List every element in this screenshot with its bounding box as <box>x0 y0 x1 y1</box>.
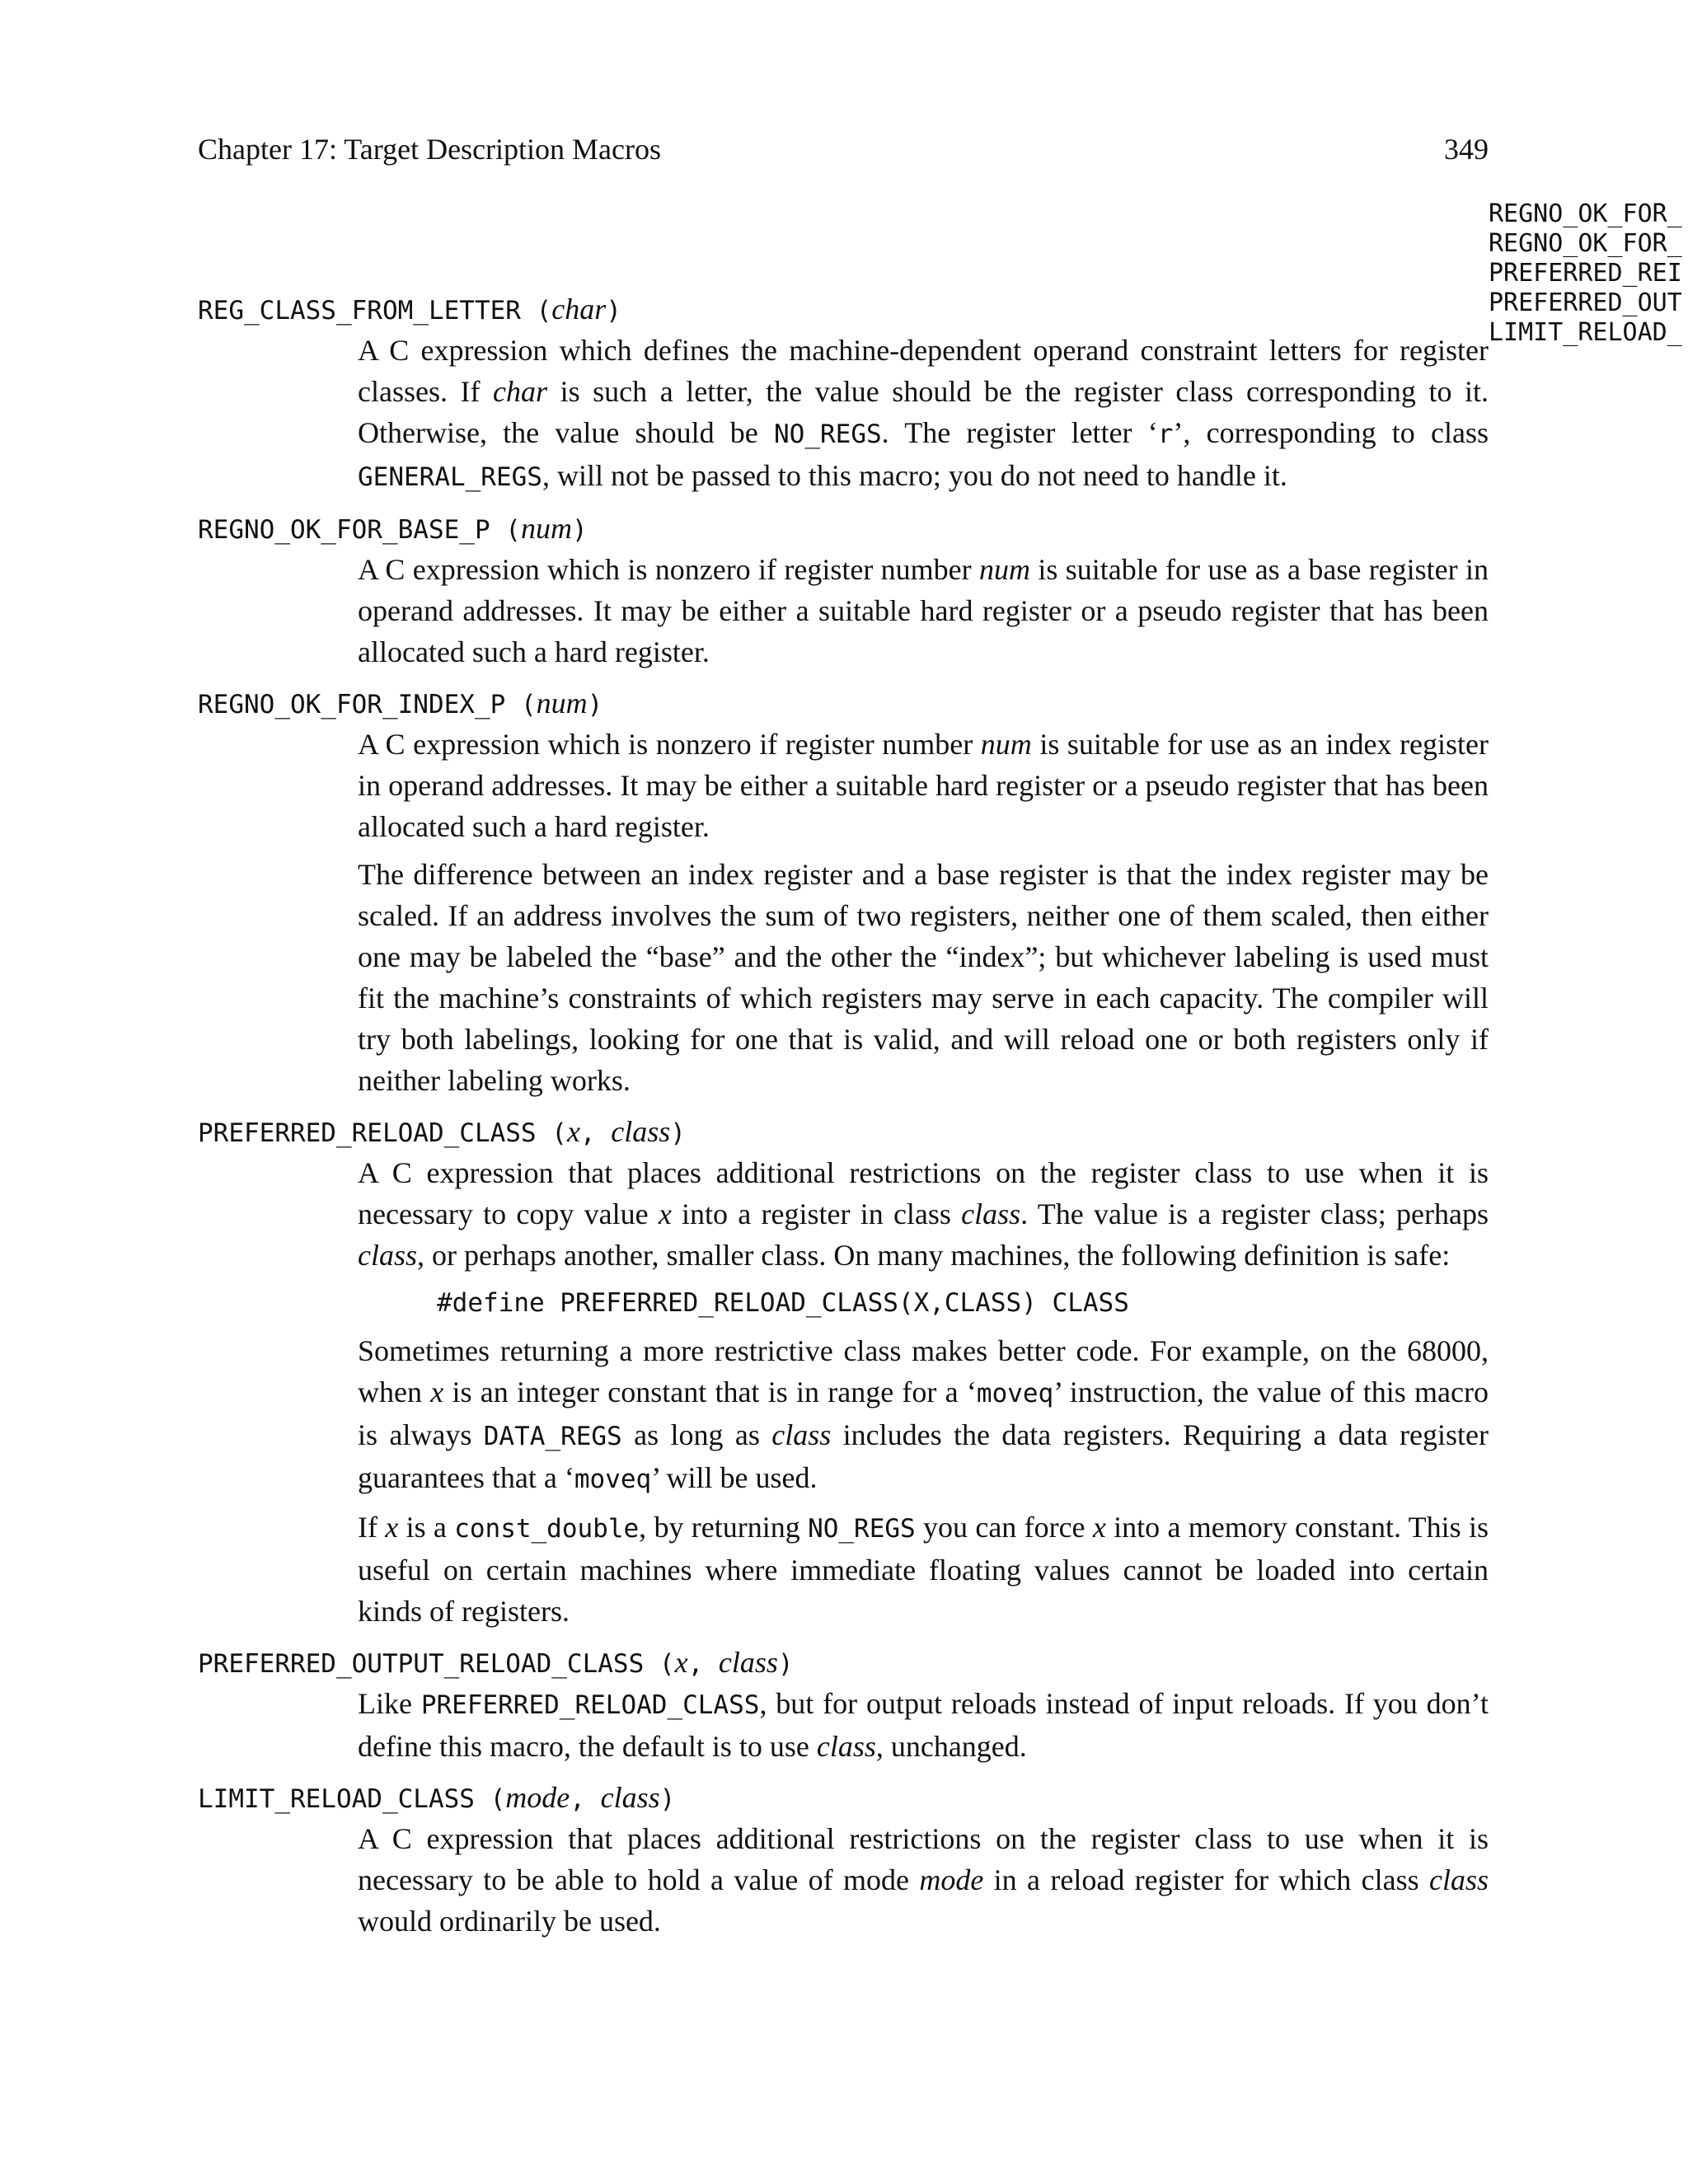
macro-name: PREFERRED_OUTPUT_RELOAD_CLASS <box>198 1649 645 1679</box>
macro-entry-limit-reload-class <box>198 1777 1489 1942</box>
margin-index-list <box>1489 199 1688 348</box>
macro-definition-line: PREFERRED_RELOAD_CLASS (x, class) <box>198 1115 686 1148</box>
macro-name: REGNO_OK_FOR_INDEX_P <box>198 690 506 719</box>
macro-description <box>358 1152 1489 1632</box>
description-paragraph: A C expression that places additional restrictions on the register class to use when it is necessary to be able to hold a value of mode mode in a reload register for which class class would ordinarily be used. <box>358 1822 1489 1938</box>
description-paragraph: A C expression which is nonzero if register number num is suitable for use as an index register in operand addresses. It may be either a suitable hard register or a pseudo register that has been allocated such a hard register. <box>358 728 1489 843</box>
macro-definition-line: REGNO_OK_FOR_BASE_P (num) <box>198 512 588 545</box>
description-paragraph: Like PREFERRED_RELOAD_CLASS, but for output reloads instead of input reloads. If you don’t define this macro, the default is to use class, unchanged. <box>358 1687 1489 1763</box>
macro-argument: x <box>566 1115 580 1148</box>
description-paragraph: A C expression which defines the machine-dependent operand constraint letters for register classes. If char is such a letter, the value should be the register class corresponding to it. Otherwise, the value should be NO_REGS. The register letter ‘r’, corresponding to class GENERAL_REGS, will not be passed to this macro; you do not need to handle it. <box>358 334 1489 492</box>
macro-name: REG_CLASS_FROM_LETTER <box>198 296 521 326</box>
macro-definition-line: REGNO_OK_FOR_INDEX_P (num) <box>198 687 603 719</box>
chapter-title: Chapter 17: Target Description Macros <box>198 133 662 166</box>
macro-definition-line: PREFERRED_OUTPUT_RELOAD_CLASS (x, class) <box>198 1646 794 1679</box>
macro-definition-line: REG_CLASS_FROM_LETTER (char) <box>198 293 621 326</box>
macro-entry-regno-ok-for-index-p <box>198 682 1489 1101</box>
macro-definition-line: LIMIT_RELOAD_CLASS (mode, class) <box>198 1781 676 1814</box>
macro-entry-regno-ok-for-base-p <box>198 508 1489 673</box>
macro-entry-reg-class-from-letter <box>198 288 1489 498</box>
margin-index-item: LIMIT_RELOAD_ <box>1489 318 1682 347</box>
code-example: #define PREFERRED_RELOAD_CLASS(X,CLASS) CLASS <box>437 1288 1129 1318</box>
description-paragraph: If x is a const_double, by returning NO_REGS you can force x into a memory constant. This is useful on certain machines where immediate floating values cannot be loaded into certain kinds of registers. <box>358 1511 1489 1628</box>
macro-name: REGNO_OK_FOR_BASE_P <box>198 515 490 545</box>
macro-entry-preferred-reload-class <box>198 1111 1489 1632</box>
margin-index-item: PREFERRED_OUT <box>1489 288 1682 317</box>
macro-argument: x <box>674 1646 688 1679</box>
margin-index-item: REGNO_OK_FOR_ <box>1489 199 1682 228</box>
macro-argument: class <box>611 1115 671 1148</box>
macro-description <box>358 1683 1489 1767</box>
macro-description <box>358 549 1489 673</box>
description-paragraph: The difference between an index register and a base register is that the index register may be scaled. If an address involves the sum of two registers, neither one of them scaled, then either one may be labeled the “base” and the other the “index”; but whichever labeling is used must fit the machine’s constraints of which registers may serve in each capacity. The compiler will try both labelings, looking for one that is valid, and will reload one or both registers only if neither labeling works. <box>358 858 1489 1097</box>
macro-description <box>358 330 1489 498</box>
macro-argument: class <box>600 1781 660 1814</box>
macro-argument: num <box>536 687 588 719</box>
macro-entry-preferred-output-reload-class <box>198 1642 1489 1767</box>
page-number: 349 <box>1444 133 1489 166</box>
page-body <box>198 288 1489 1952</box>
macro-argument: num <box>520 512 572 545</box>
description-paragraph: A C expression which is nonzero if register number num is suitable for use as a base register in operand addresses. It may be either a suitable hard register or a pseudo register that has been allocated such a hard register. <box>358 553 1489 668</box>
macro-name: PREFERRED_RELOAD_CLASS <box>198 1118 537 1148</box>
description-paragraph: A C expression that places additional restrictions on the register class to use when it is necessary to copy value x into a register in class class. The value is a register class; perhaps class, or perhaps another, smaller class. On many machines, the following definition is safe: <box>358 1156 1489 1272</box>
running-header <box>198 130 1489 168</box>
macro-name: LIMIT_RELOAD_CLASS <box>198 1784 475 1814</box>
macro-description <box>358 724 1489 1101</box>
macro-argument: char <box>551 293 607 326</box>
margin-index-item: REGNO_OK_FOR_ <box>1489 229 1682 258</box>
description-paragraph: Sometimes returning a more restrictive class makes better code. For example, on the 68000, when x is an integer constant that is in range for a ‘moveq’ instruction, the value of this macro is always DATA_REGS as long as class includes the data registers. Requiring a data register guarantees that a ‘moveq’ will be used. <box>358 1334 1489 1494</box>
macro-argument: class <box>718 1646 778 1679</box>
margin-index-item: PREFERRED_REI <box>1489 259 1682 288</box>
macro-argument: mode <box>505 1781 570 1814</box>
macro-description <box>358 1818 1489 1942</box>
